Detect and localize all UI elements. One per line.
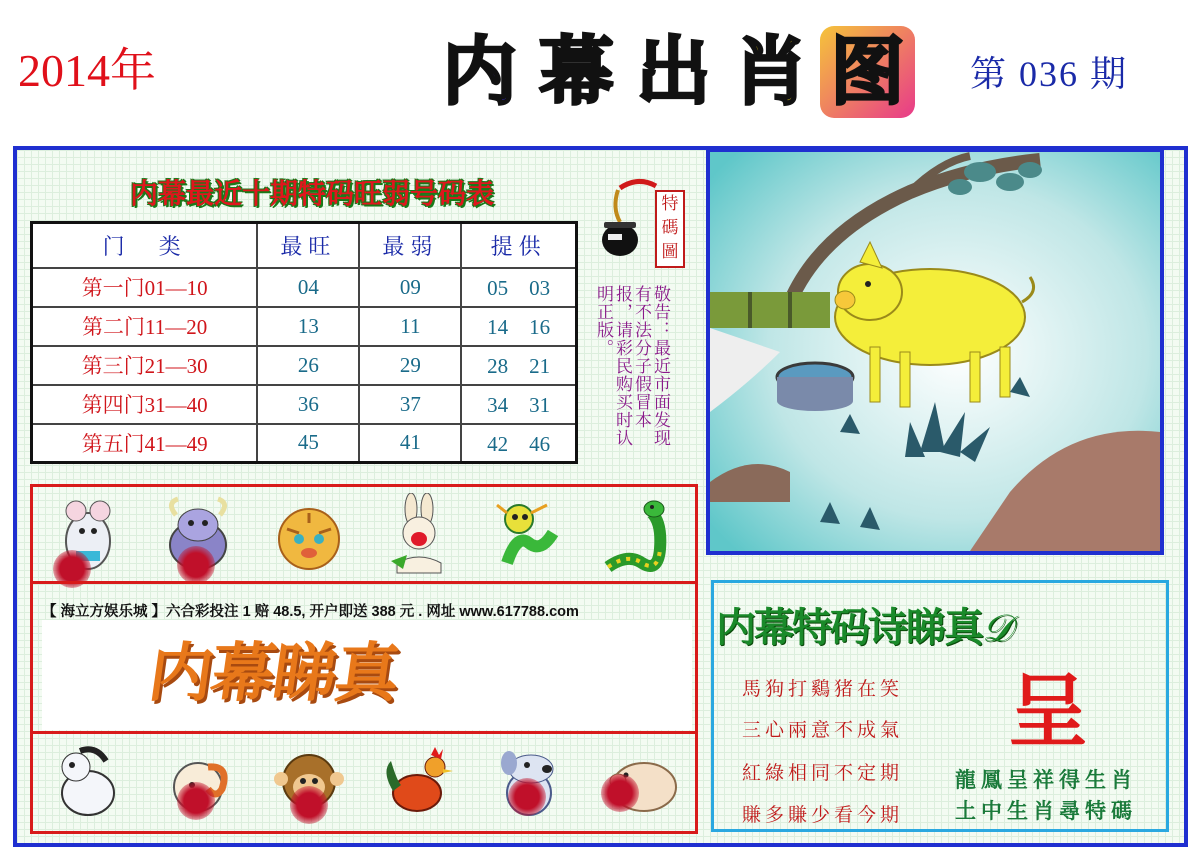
poem-line: 紅綠相同不定期 <box>742 762 904 784</box>
cauldron-icon <box>598 178 658 268</box>
logo-char: 幕 <box>539 29 614 115</box>
marker-blot <box>290 786 328 824</box>
group-label: 第四门31—40 <box>32 385 258 424</box>
ox-icon <box>153 490 243 580</box>
hot-cold-table <box>30 221 578 464</box>
group-label: 第五门41—49 <box>32 424 258 463</box>
issue-number: 第 036 期 <box>970 54 1129 94</box>
hot-number: 04 <box>257 268 359 307</box>
cold-number: 11 <box>359 307 461 346</box>
cold-number: 41 <box>359 424 461 463</box>
hot-number: 13 <box>257 307 359 346</box>
pig-scene-image <box>710 152 1160 551</box>
zodiac-bottom-row <box>33 737 695 829</box>
poem-title <box>716 596 1010 653</box>
pick-numbers: 28 21 <box>461 346 576 385</box>
hot-number: 36 <box>257 385 359 424</box>
year-label: 2014年 <box>18 45 156 96</box>
table-row <box>32 385 577 424</box>
cold-number: 09 <box>359 268 461 307</box>
rabbit-icon <box>374 490 464 580</box>
cold-number: 29 <box>359 346 461 385</box>
table-title: 内幕最近十期特码旺弱号码表 <box>130 177 495 210</box>
hot-number: 26 <box>257 346 359 385</box>
ad-banner-text: 【 海立方娱乐城 】六合彩投注 1 赔 48.5, 开户即送 388 元 . 网址 www.617788.com <box>42 604 579 620</box>
cold-number: 37 <box>359 385 461 424</box>
group-label: 第三门21—30 <box>32 346 258 385</box>
column-header: 最旺 <box>257 223 359 268</box>
rooster-icon <box>374 738 464 828</box>
poem-line: 馬狗打鷄猪在笑 <box>742 678 904 700</box>
logo-char: 出 <box>636 29 711 115</box>
pick-numbers: 34 31 <box>461 385 576 424</box>
marker-blot <box>601 774 639 812</box>
divider <box>33 731 695 734</box>
goat-icon <box>153 738 243 828</box>
table-header-row <box>32 223 577 268</box>
group-label: 第一门01—10 <box>32 268 258 307</box>
hot-number: 45 <box>257 424 359 463</box>
verse-line: 龍鳳呈祥得生肖 <box>955 767 1137 792</box>
logo-char: 图 <box>820 26 915 118</box>
logo-char: 内 <box>442 29 517 115</box>
table-row <box>32 307 577 346</box>
tiger-icon <box>264 490 354 580</box>
group-label: 第二门11—20 <box>32 307 258 346</box>
dragon-icon <box>484 490 574 580</box>
tema-badge: 特碼圖 <box>655 190 685 268</box>
logo-title <box>432 26 918 122</box>
table-row <box>32 346 577 385</box>
table-row <box>32 424 577 463</box>
pig-illustration <box>706 148 1164 555</box>
column-header: 最弱 <box>359 223 461 268</box>
column-header: 门 类 <box>32 223 258 268</box>
rat-icon <box>43 490 133 580</box>
pig-icon <box>595 738 685 828</box>
column-header: 提供 <box>461 223 576 268</box>
logo-char: 肖 <box>733 29 808 115</box>
notice-text: 敬告：最近市面发现有不法分子假冒本报，请彩民购买时认明正版。 <box>593 285 670 447</box>
key-character: 呈 <box>1008 665 1088 758</box>
table-row <box>32 268 577 307</box>
zodiac-top-row <box>33 489 695 581</box>
ad-title: 内幕睇真 <box>143 636 403 711</box>
verse-line: 土中生肖尋特碼 <box>955 798 1137 823</box>
horse-icon <box>43 738 133 828</box>
dog-icon <box>484 738 574 828</box>
pick-numbers: 42 46 <box>461 424 576 463</box>
pick-numbers: 05 03 <box>461 268 576 307</box>
swirl-ornament-icon: 𝒟 <box>982 606 1011 650</box>
monkey-icon <box>264 738 354 828</box>
divider <box>33 581 695 584</box>
poem-line: 賺多賺少看今期 <box>742 804 904 826</box>
pick-numbers: 14 16 <box>461 307 576 346</box>
poem-title-text: 内幕特码诗睇真 <box>716 604 982 651</box>
marker-blot <box>177 546 215 584</box>
poem-line: 三心兩意不成氣 <box>742 719 904 741</box>
snake-icon <box>595 490 685 580</box>
